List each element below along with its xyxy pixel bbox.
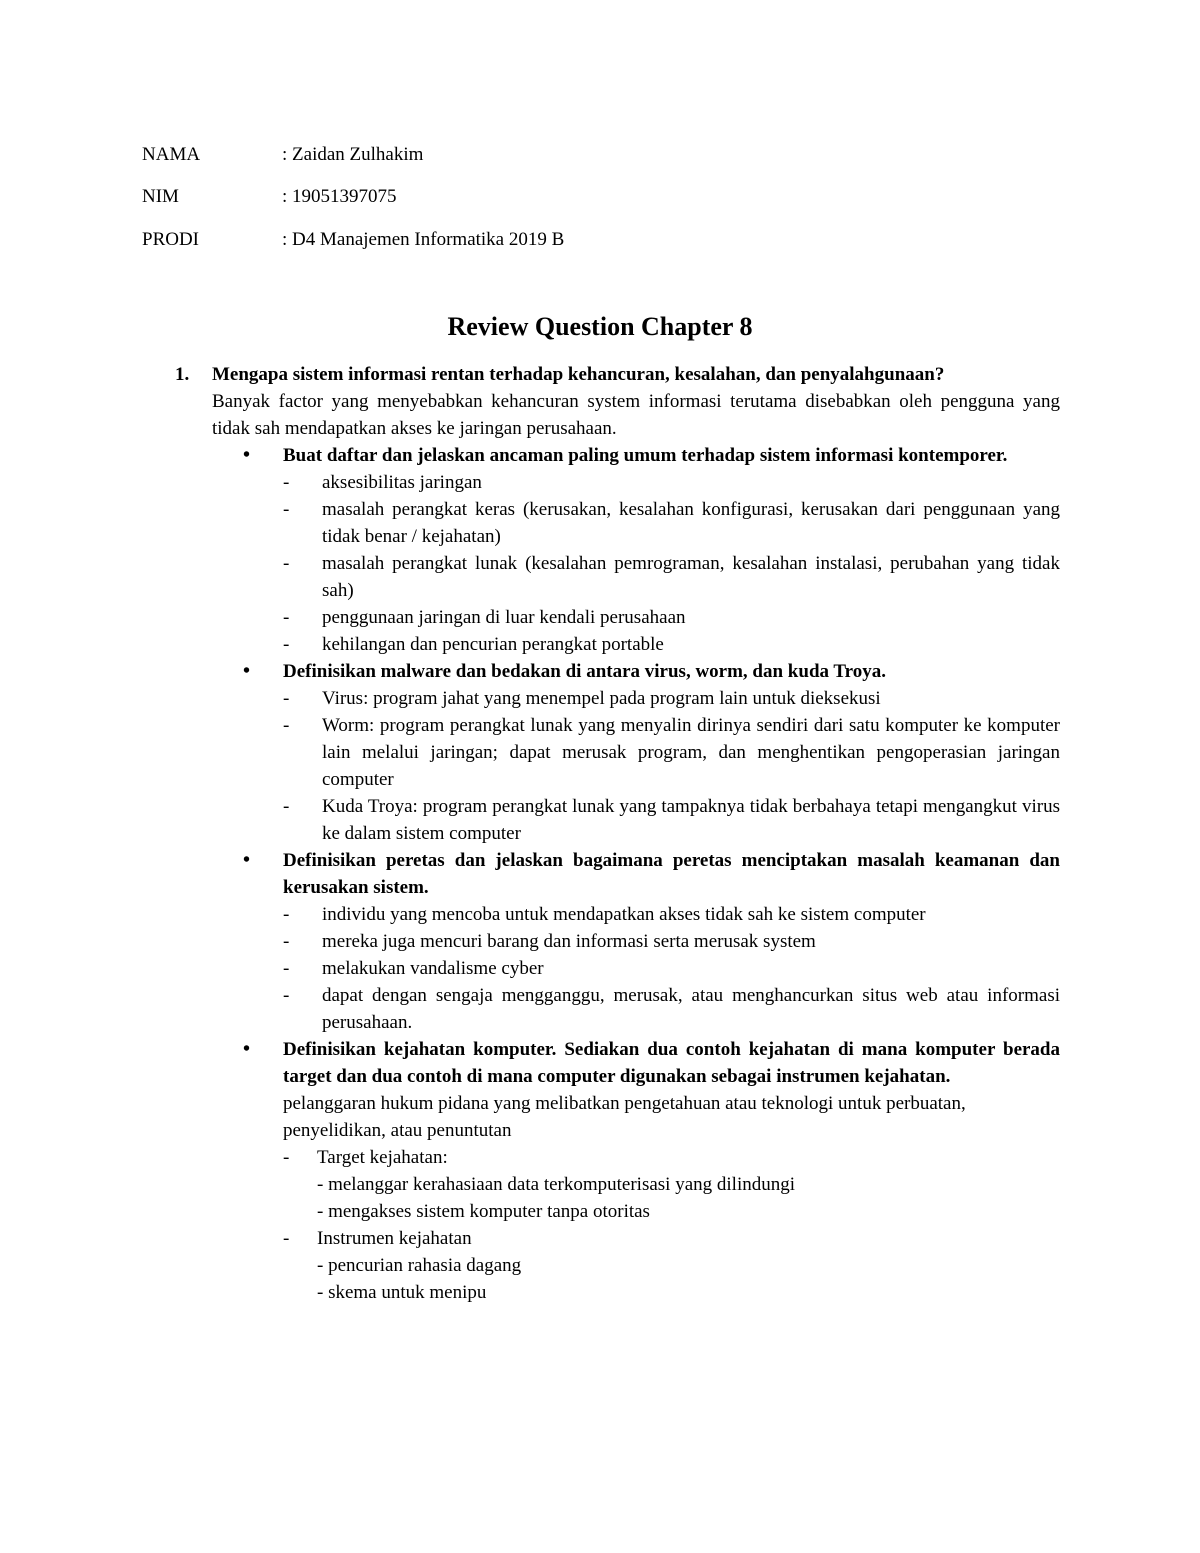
list-item-text: mereka juga mencuri barang dan informasi serta merusak system <box>322 931 816 952</box>
question-answer: Banyak factor yang menyebabkan kehancuran system informasi terutama disebabkan oleh pengguna yang tidak sah mendapatkan akses ke jaringan perusahaan. <box>212 391 1060 439</box>
header-label: NAMA <box>142 144 201 165</box>
dash-list <box>283 901 1060 1036</box>
question-number: 1. <box>175 364 190 385</box>
bullet-icon: • <box>243 660 251 682</box>
dash-icon: - <box>283 634 290 655</box>
bullet-heading: Buat daftar dan jelaskan ancaman paling umum terhadap sistem informasi kontemporer. <box>283 445 1008 466</box>
list-item <box>283 793 1060 847</box>
list-item-text: dapat dengan sengaja mengganggu, merusak, atau menghancurkan situs web atau informasi perusahaan. <box>322 985 1060 1033</box>
list-item-text: Kuda Troya: program perangkat lunak yang tampaknya tidak berbahaya tetapi mengangkut virus ke dalam sistem computer <box>322 796 1060 844</box>
bullet-text: pelanggaran hukum pidana yang melibatkan pengetahuan atau teknologi untuk perbuatan, penyelidikan, atau penuntutan <box>283 1093 966 1141</box>
bullet-item <box>243 658 1060 847</box>
bullet-icon: • <box>243 849 251 871</box>
list-item <box>283 901 1060 928</box>
list-item-text: Virus: program jahat yang menempel pada program lain untuk dieksekusi <box>322 688 881 709</box>
question-text: Mengapa sistem informasi rentan terhadap kehancuran, kesalahan, dan penyalahgunaan? <box>212 364 945 385</box>
dash-icon: - <box>283 499 290 520</box>
dash-icon: - <box>283 607 290 628</box>
list-item-text: masalah perangkat lunak (kesalahan pemrograman, kesalahan instalasi, perubahan yang tidak sah) <box>322 553 1060 601</box>
dash-list <box>283 469 1060 658</box>
example-item: - melanggar kerahasiaan data terkomputerisasi yang dilindungi <box>317 1174 796 1195</box>
question-item <box>175 361 1060 1306</box>
dash-icon: - <box>283 985 290 1006</box>
dash-icon: - <box>283 931 290 952</box>
bullet-heading: Definisikan malware dan bedakan di antara virus, worm, dan kuda Troya. <box>283 661 887 682</box>
list-item <box>283 955 1060 982</box>
example-group-label: Target kejahatan: <box>317 1147 448 1168</box>
dash-icon: - <box>283 1147 290 1168</box>
list-item-text: melakukan vandalisme cyber <box>322 958 544 979</box>
dash-icon: - <box>283 796 290 817</box>
header-value: : D4 Manajemen Informatika 2019 B <box>282 229 565 250</box>
example-item: - mengakses sistem komputer tanpa otoritas <box>317 1201 650 1222</box>
bullet-item <box>243 847 1060 1036</box>
list-item <box>283 550 1060 604</box>
dash-icon: - <box>283 1228 290 1249</box>
bullet-item <box>243 442 1060 658</box>
dash-icon: - <box>283 472 290 493</box>
dash-icon: - <box>283 553 290 574</box>
list-item <box>283 982 1060 1036</box>
bullet-heading: Definisikan kejahatan komputer. Sediakan dua contoh kejahatan di mana komputer berada target dan dua contoh di mana computer digunakan sebagai instrumen kejahatan. <box>283 1039 1060 1087</box>
list-item-text: penggunaan jaringan di luar kendali perusahaan <box>322 607 686 628</box>
list-item-text: aksesibilitas jaringan <box>322 472 482 493</box>
header-label: PRODI <box>142 229 200 250</box>
bullet-item <box>243 1036 1060 1306</box>
dash-icon: - <box>283 904 290 925</box>
dash-list <box>283 685 1060 847</box>
list-item-text: individu yang mencoba untuk mendapatkan akses tidak sah ke sistem computer <box>322 904 926 925</box>
dash-icon: - <box>283 688 290 709</box>
list-item-text: masalah perangkat keras (kerusakan, kesalahan konfigurasi, kerusakan dari penggunaan yang tidak benar / kejahatan) <box>322 499 1060 547</box>
list-item <box>283 928 1060 955</box>
example-item: - skema untuk menipu <box>317 1282 487 1303</box>
example-group <box>283 1225 1060 1306</box>
dash-icon: - <box>283 715 290 736</box>
bullet-icon: • <box>243 1038 251 1060</box>
example-item: - pencurian rahasia dagang <box>317 1255 522 1276</box>
list-item <box>283 469 1060 496</box>
header-row-prodi <box>142 227 564 253</box>
list-item <box>283 631 1060 658</box>
header-row-nim <box>142 184 397 210</box>
example-group-label: Instrumen kejahatan <box>317 1228 472 1249</box>
list-item <box>283 685 1060 712</box>
list-item <box>283 496 1060 550</box>
header-row-nama <box>142 142 423 168</box>
list-item-text: Worm: program perangkat lunak yang menyalin dirinya sendiri dari satu komputer ke komputer lain melalui jaringan; dapat merusak program, dan menghentikan pengoperasian jaringan computer <box>322 715 1060 790</box>
list-item <box>283 712 1060 793</box>
bullet-icon: • <box>243 444 251 466</box>
bullet-heading: Definisikan peretas dan jelaskan bagaimana peretas menciptakan masalah keamanan dan kerusakan sistem. <box>283 850 1060 898</box>
header-value: : Zaidan Zulhakim <box>282 144 424 165</box>
list-item-text: kehilangan dan pencurian perangkat portable <box>322 634 664 655</box>
list-item <box>283 604 1060 631</box>
page-title: Review Question Chapter 8 <box>447 312 753 341</box>
header-label: NIM <box>142 186 179 207</box>
example-group <box>283 1144 1060 1225</box>
dash-icon: - <box>283 958 290 979</box>
header-value: : 19051397075 <box>282 186 397 207</box>
